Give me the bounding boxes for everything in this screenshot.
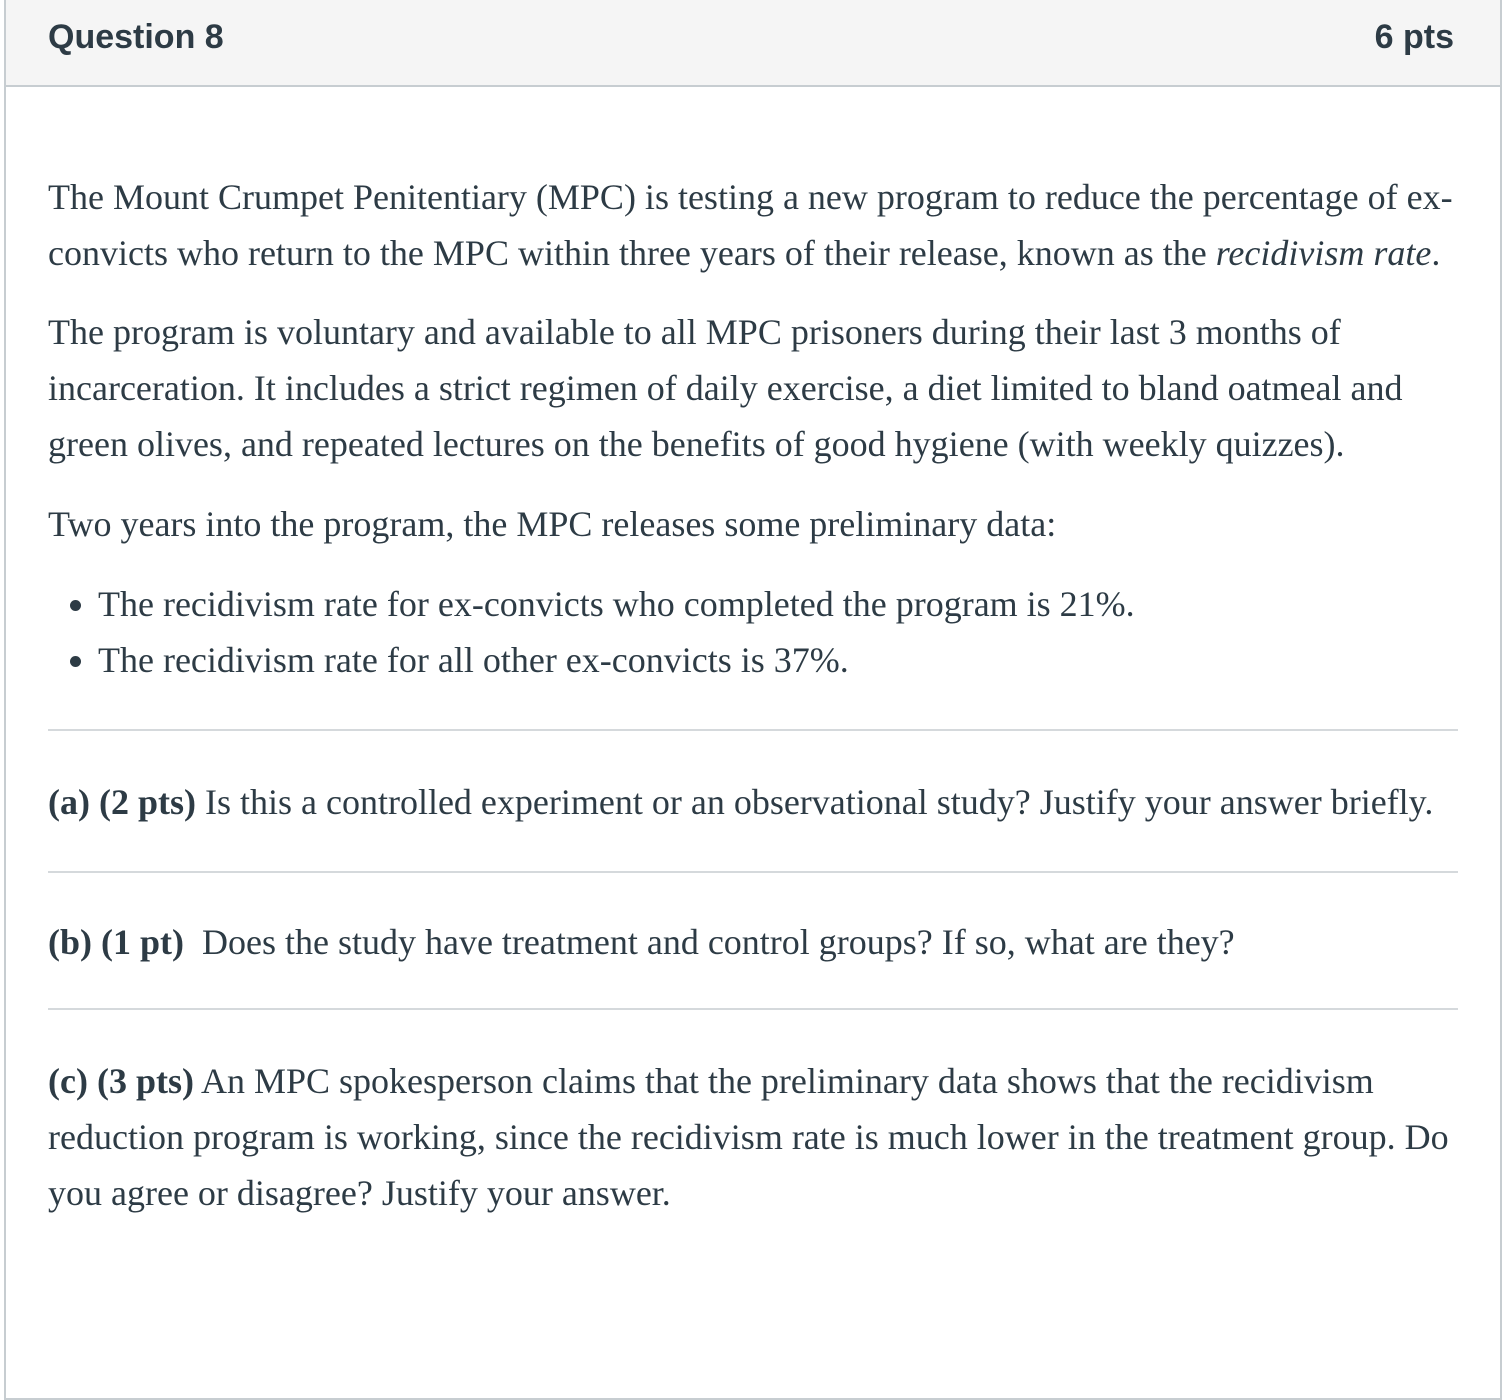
question-card [4,0,1502,1400]
question-body [6,87,1500,1221]
recidivism-rate-term: recidivism rate [1215,233,1432,273]
preliminary-data-list [48,552,1458,688]
intro-paragraph-text: The Mount Crumpet Penitentiary (MPC) is testing a new program to reduce the percentage of ex-convicts who return to the MPC within three years of their release, known as the [48,177,1453,273]
part-c-label: (c) (3 pts) [48,1061,194,1101]
part-b-text: Does the study have treatment and control groups? If so, what are they? [183,922,1235,962]
part-a-question [48,731,1458,830]
list-item: • The recidivism rate for ex-convicts who completed the program is 21%. [98,576,1458,632]
part-a-text: Is this a controlled experiment or an observational study? Justify your answer briefly. [195,782,1434,822]
part-a-label: (a) (2 pts) [48,782,196,822]
list-item: • The recidivism rate for all other ex-convicts is 37%. [98,632,1458,688]
intro-paragraph-end: . [1431,233,1441,273]
question-title: Question 8 [48,18,224,56]
intro-paragraph [48,87,1458,281]
program-description-paragraph: The program is voluntary and available to all MPC prisoners during their last 3 months of incarceration. It includes a strict regimen of daily exercise, a diet limited to bland oatmeal and green olives, and repeated lectures on the benefits of good hygiene (with weekly quizzes). [48,312,1403,464]
preliminary-data-intro: Two years into the program, the MPC releases some preliminary data: [48,504,1057,544]
part-b-question [48,873,1458,970]
part-c-text: An MPC spokesperson claims that the preliminary data shows that the recidivism reduction program is working, since the recidivism rate is much lower in the treatment group. Do you agree or disagree? Justify your answer. [48,1061,1449,1213]
part-b-label: (b) (1 pt) [48,922,184,962]
question-points: 6 pts [1374,18,1454,56]
part-c-question [48,1010,1458,1221]
question-header [6,0,1500,87]
